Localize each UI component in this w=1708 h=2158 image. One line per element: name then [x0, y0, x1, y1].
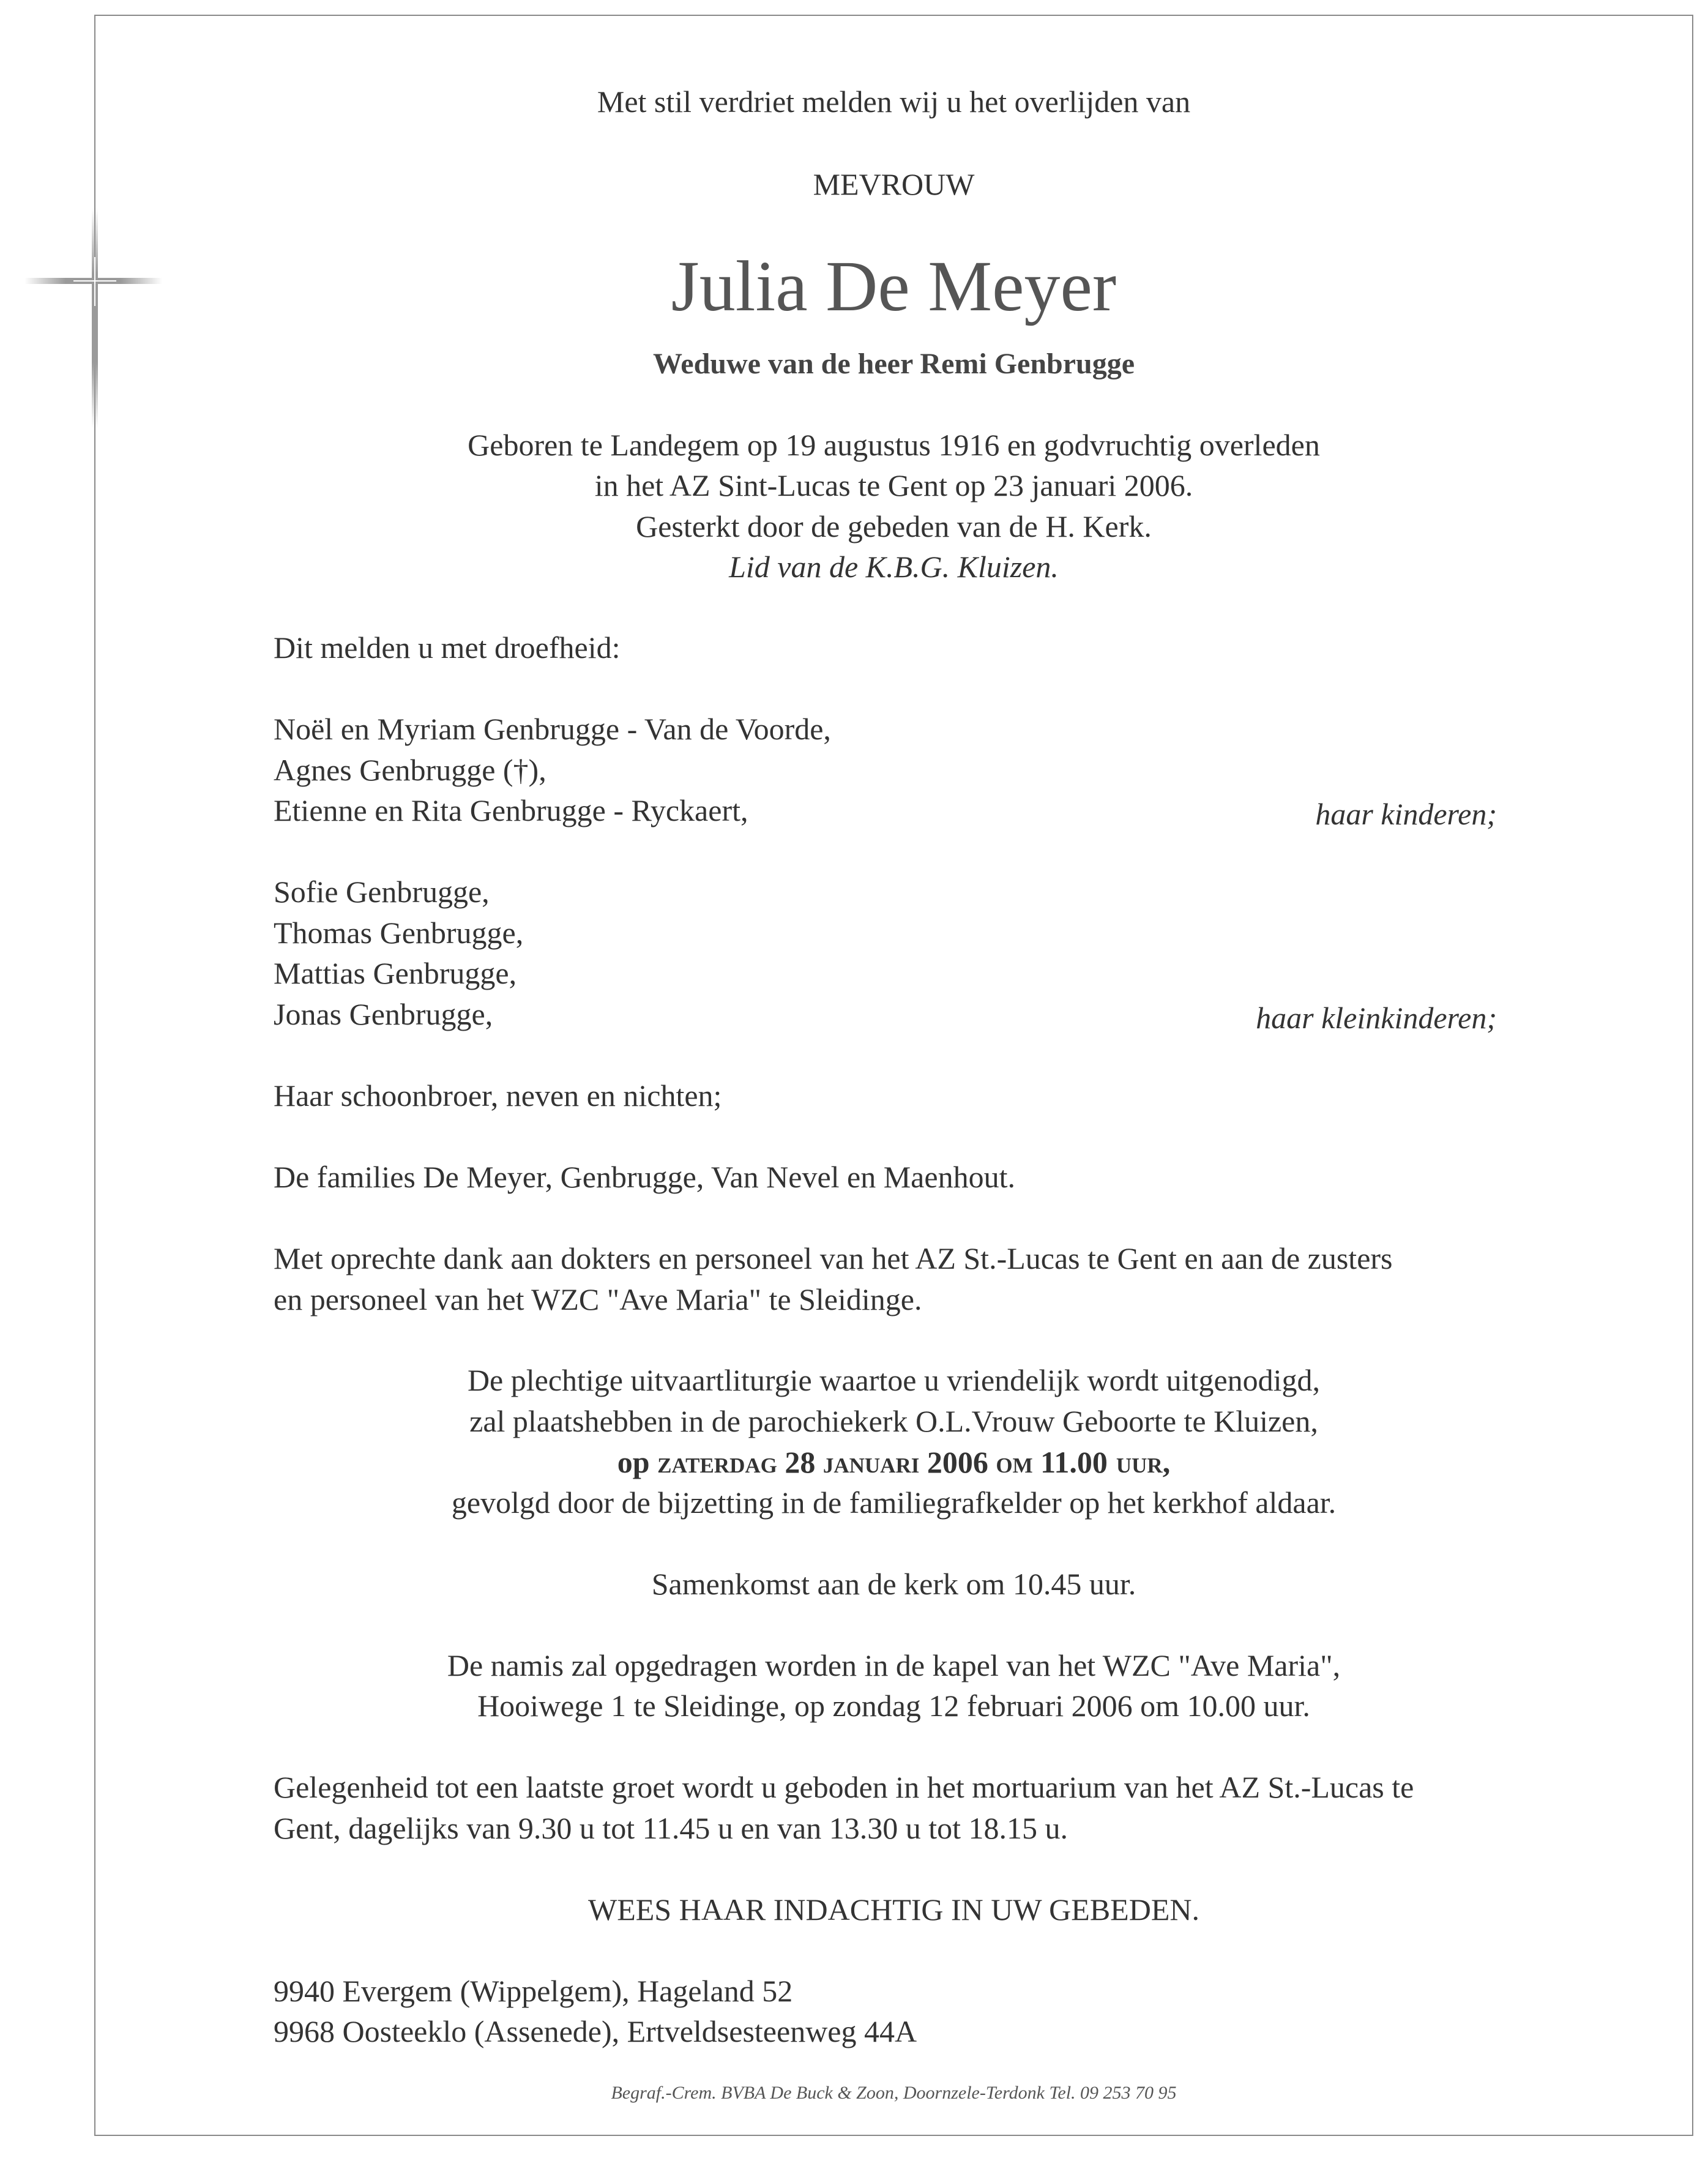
- birth-death-line-2: in het AZ Sint-Lucas te Gent op 23 januari 2006.: [594, 468, 1193, 502]
- birth-death-line-3: Gesterkt door de gebeden van de H. Kerk.: [636, 509, 1152, 543]
- funeral-line-1: De plechtige uitvaartliturgie waartoe u vriendelijk wordt uitgenodigd,: [467, 1363, 1321, 1397]
- funeral-line-2: zal plaatshebben in de parochiekerk O.L.Vrouw Geboorte te Kluizen,: [469, 1404, 1318, 1438]
- mass-line-1: De namis zal opgedragen worden in de kapel van het WZC "Ave Maria",: [447, 1648, 1341, 1682]
- child-line-2: Agnes Genbrugge (†),: [274, 753, 546, 787]
- funeral-date-line: op zaterdag 28 januari 2006 om 11.00 uur,: [617, 1445, 1171, 1479]
- children-label: haar kinderen;: [1315, 797, 1497, 831]
- intro-text: Dit melden u met droefheid:: [274, 630, 621, 665]
- grandchild-line-3: Mattias Genbrugge,: [274, 956, 517, 990]
- mass-line-2: Hooiwege 1 te Sleidinge, op zondag 12 februari 2006 om 10.00 uur.: [477, 1689, 1310, 1723]
- announcement: Met stil verdriet melden wij u het overlijden van: [597, 84, 1191, 119]
- funeral-om: om: [996, 1445, 1033, 1479]
- thanks-line-2: en personeel van het WZC "Ave Maria" te Sleidinge.: [274, 1282, 922, 1316]
- child-line-1: Noël en Myriam Genbrugge - Van de Voorde,: [274, 712, 831, 746]
- funeral-date-prefix: op: [617, 1445, 650, 1479]
- grandchild-line-4: Jonas Genbrugge,: [274, 997, 493, 1031]
- funeral-month: januari: [822, 1445, 920, 1479]
- funeral-year: 2006: [927, 1445, 988, 1479]
- funeral-line-4: gevolgd door de bijzetting in de familiegrafkelder op het kerkhof aldaar.: [451, 1485, 1337, 1520]
- viewing-line-2: Gent, dagelijks van 9.30 u tot 11.45 u en van 13.30 u tot 18.15 u.: [274, 1811, 1068, 1845]
- child-line-3: Etienne en Rita Genbrugge - Ryckaert,: [274, 793, 748, 827]
- funeral-day: zaterdag: [657, 1445, 777, 1479]
- grandchild-line-1: Sofie Genbrugge,: [274, 875, 490, 909]
- grandchild-line-2: Thomas Genbrugge,: [274, 916, 524, 950]
- widow-of: Weduwe van de heer Remi Genbrugge: [652, 348, 1135, 380]
- funeral-day-number: 28: [785, 1445, 816, 1479]
- gathering-line: Samenkomst aan de kerk om 10.45 uur.: [651, 1567, 1136, 1601]
- birth-death-line-1: Geboren te Landegem op 19 augustus 1916 en godvruchtig overleden: [468, 428, 1320, 462]
- address-line-2: 9968 Oosteeklo (Assenede), Ertveldsesteenweg 44A: [274, 2014, 917, 2048]
- funeral-uur: uur: [1116, 1445, 1163, 1479]
- relatives-line: Haar schoonbroer, neven en nichten;: [274, 1078, 722, 1113]
- funeral-time: 11.00: [1040, 1445, 1108, 1479]
- salutation: MEVROUW: [813, 167, 975, 201]
- families-line: De families De Meyer, Genbrugge, Van Nevel en Maenhout.: [274, 1160, 1015, 1194]
- grandchildren-label: haar kleinkinderen;: [1256, 1001, 1497, 1035]
- viewing-line-1: Gelegenheid tot een laatste groet wordt u geboden in het mortuarium van het AZ St.-Lucas te: [274, 1770, 1414, 1804]
- deceased-name: Julia De Meyer: [671, 246, 1117, 326]
- membership: Lid van de K.B.G. Kluizen.: [729, 550, 1059, 584]
- thanks-line-1: Met oprechte dank aan dokters en personeel van het AZ St.-Lucas te Gent en aan de zusters: [274, 1241, 1393, 1275]
- prayer-line: WEES HAAR INDACHTIG IN UW GEBEDEN.: [588, 1892, 1199, 1927]
- undertaker-footer: Begraf.-Crem. BVBA De Buck & Zoon, Doornzele-Terdonk Tel. 09 253 70 95: [611, 2083, 1177, 2103]
- address-line-1: 9940 Evergem (Wippelgem), Hageland 52: [274, 1974, 793, 2008]
